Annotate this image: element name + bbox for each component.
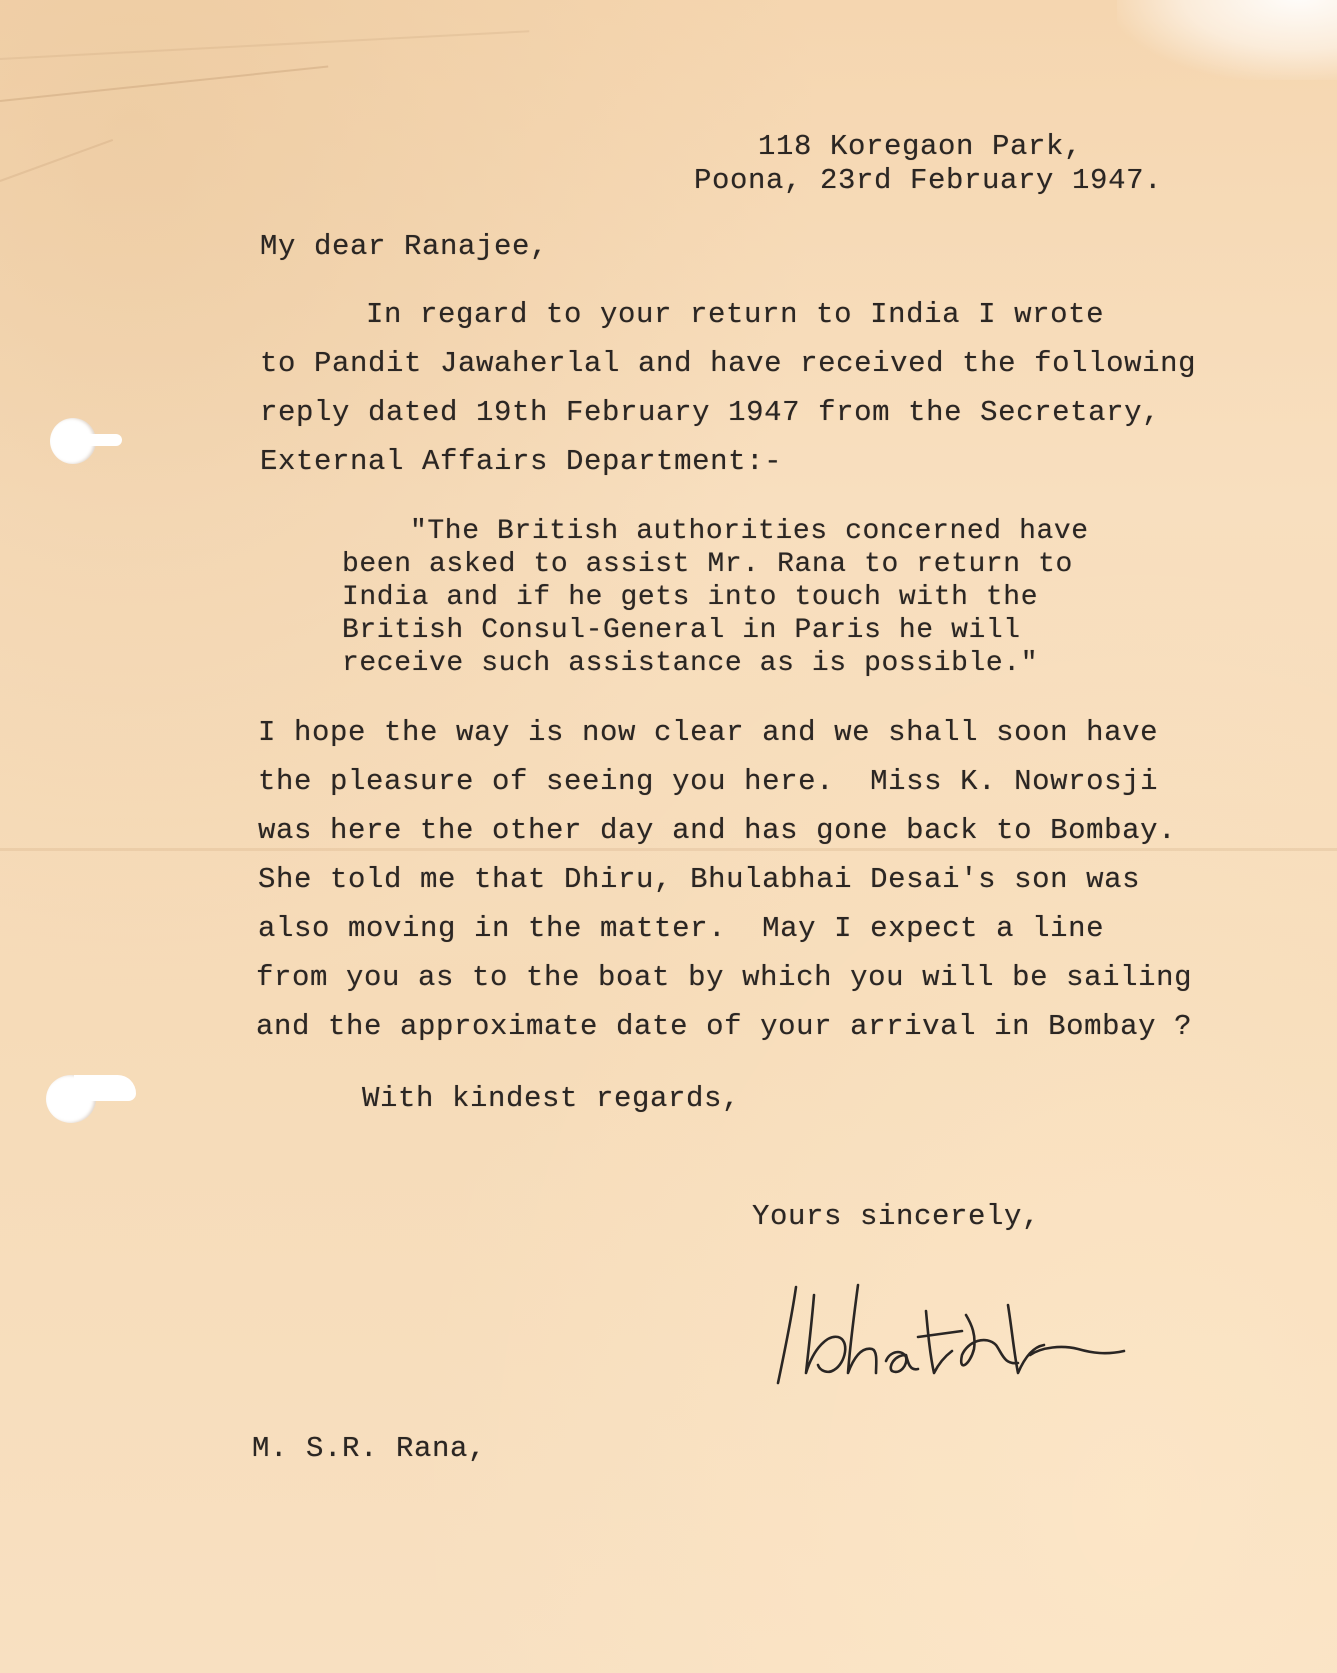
- handwritten-signature: [762, 1275, 1192, 1405]
- closing-regards: With kindest regards,: [362, 1082, 741, 1115]
- quote-line: been asked to assist Mr. Rana to return to: [342, 549, 1073, 580]
- body-line: In regard to your return to India I wrote: [366, 298, 1105, 331]
- quote-line: India and if he gets into touch with the: [342, 582, 1039, 613]
- recipient-name: M. S.R. Rana,: [252, 1432, 487, 1465]
- quote-line: receive such assistance as is possible.": [342, 648, 1039, 679]
- body-line: External Affairs Department:-: [260, 445, 783, 478]
- body-line: to Pandit Jawaherlal and have received the following: [260, 347, 1197, 380]
- quote-line: "The British authorities concerned have: [410, 516, 1089, 547]
- salutation: My dear Ranajee,: [260, 230, 549, 263]
- punch-hole-upper: [50, 418, 96, 464]
- body-line: the pleasure of seeing you here. Miss K. Nowrosji: [258, 765, 1159, 798]
- body-line: from you as to the boat by which you will be sailing: [256, 961, 1193, 994]
- paper-corner-highlight: [1117, 0, 1337, 80]
- paper-crease: [0, 66, 328, 102]
- punch-hole-lower: [46, 1075, 96, 1123]
- body-line: and the approximate date of your arrival in Bombay ?: [256, 1010, 1193, 1043]
- body-line: also moving in the matter. May I expect a line: [258, 912, 1105, 945]
- body-line: reply dated 19th February 1947 from the Secretary,: [260, 396, 1161, 429]
- quote-line: British Consul-General in Paris he will: [342, 615, 1021, 646]
- paper-crease: [0, 30, 529, 60]
- address-line-1: 118 Koregaon Park,: [758, 130, 1083, 163]
- address-line-2-date: Poona, 23rd February 1947.: [694, 164, 1163, 197]
- body-line: was here the other day and has gone back to Bombay.: [258, 814, 1177, 847]
- paper-crease: [0, 139, 113, 182]
- closing-yours-sincerely: Yours sincerely,: [752, 1200, 1041, 1233]
- body-line: I hope the way is now clear and we shall soon have: [258, 716, 1159, 749]
- body-line: She told me that Dhiru, Bhulabhai Desai's son was: [258, 863, 1141, 896]
